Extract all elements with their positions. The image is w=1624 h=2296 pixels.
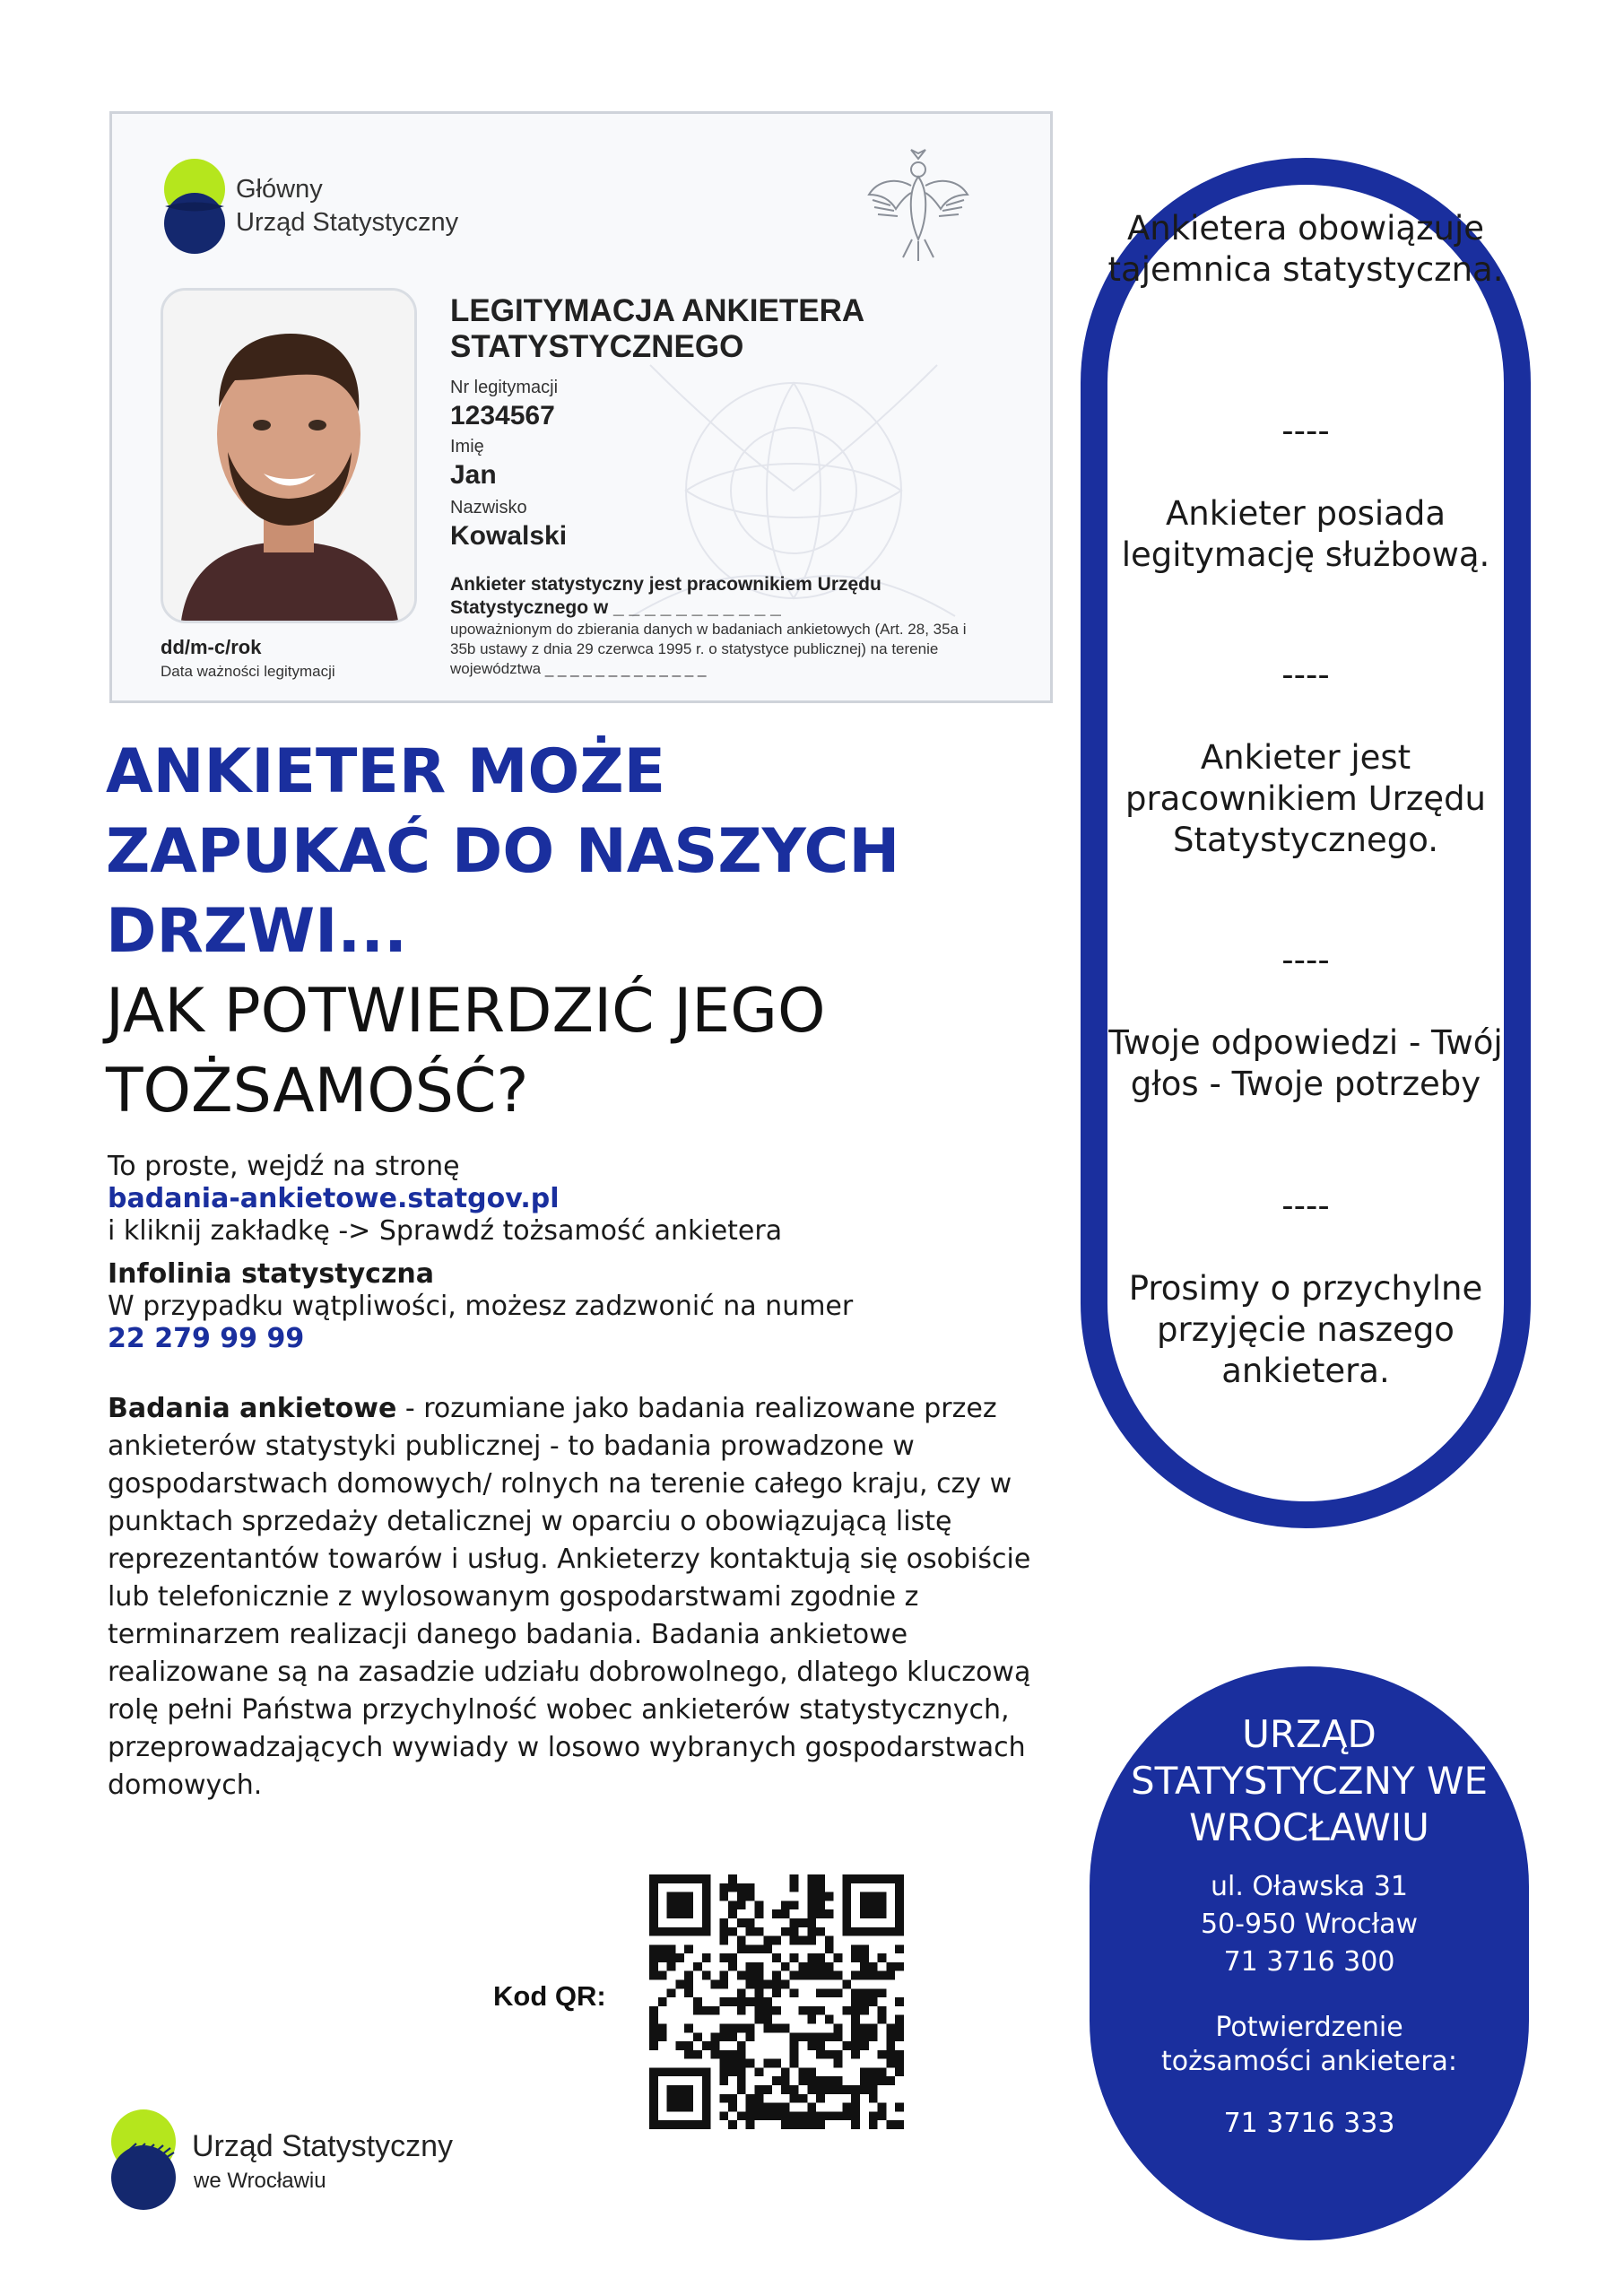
pill-id-card: Ankieter posiada legitymację służbową.	[1121, 494, 1490, 574]
hotline-number[interactable]: 22 279 99 99	[108, 1323, 305, 1354]
description-text: - rozumiane jako badania realizowane przez ankieterów statystyki publicznej - to badania prowadzone w gospodarstwach domowych/ rolnych na terenie całego kraju, czy w punktach sprzedaży detalicznej w oparciu o obowiązującą listę reprezentantów towarów i usług. Ankieterzy kontaktują się osobiście lub telefonicznie z wylosowanym gospodarstwami zgodnie z terminarzem realizacji danego badania. Badania ankietowe realizowane są na zasadzie udziału dobrowolnego, dlatego kluczową rolę pełni Państwa przychylność wobec ankieterów statystycznych, przeprowadzających wywiady w losowo wybranych gospodarstwach domowych.	[108, 1393, 1031, 1801]
id-photo	[161, 288, 417, 623]
pill-request: Prosimy o przychylne przyjęcie naszego ankietera.	[1128, 1269, 1483, 1390]
us-wroclaw-logo-icon	[109, 2108, 178, 2212]
card-name-value: Jan	[450, 460, 497, 490]
qr-code-icon[interactable]	[649, 1874, 904, 2129]
card-title: LEGITYMACJA ANKIETERA STATYSTYCZNEGO	[450, 293, 864, 364]
office-box	[1090, 1666, 1529, 2240]
id-card	[109, 111, 1053, 703]
qr-label: Kod QR:	[493, 1980, 606, 2012]
office-phone[interactable]: 71 3716 300	[1223, 1946, 1395, 1978]
hotline-info	[108, 1258, 1049, 1355]
website-intro: To proste, wejdź na stronę	[108, 1151, 460, 1182]
website-instruction: i kliknij zakładkę -> Sprawdź tożsamość ankietera	[108, 1215, 783, 1247]
hotline-text: W przypadku wątpliwości, możesz zadzwonić na numer	[108, 1291, 854, 1322]
card-expiry-value: dd/m-c/rok	[161, 636, 262, 658]
person-photo-icon	[163, 291, 414, 621]
gus-logo-icon	[162, 157, 227, 256]
card-surname-label: Nazwisko	[450, 498, 527, 517]
headline-blue: ANKIETER MOŻE ZAPUKAĆ DO NASZYCH DRZWI...	[106, 736, 900, 967]
pill-separator: ----	[1281, 656, 1330, 694]
card-surname-value: Kowalski	[450, 521, 568, 551]
pill-separator: ----	[1281, 1187, 1330, 1225]
card-expiry-label: Data ważności legitymacji	[161, 663, 335, 680]
website-info	[108, 1151, 1049, 1248]
description-term: Badania ankietowe	[108, 1393, 397, 1424]
logo-subtitle: we Wrocławiu	[194, 2169, 326, 2193]
card-name-label: Imię	[450, 437, 484, 457]
pill-employee: Ankieter jest pracownikiem Urzędu Statystycznego.	[1125, 738, 1487, 859]
card-nr-label: Nr legitymacji	[450, 378, 559, 397]
card-nr-value: 1234567	[450, 401, 555, 430]
confirm-label: Potwierdzenie tożsamości ankietera:	[1160, 2012, 1458, 2077]
website-link[interactable]: badania-ankietowe.statgov.pl	[108, 1183, 560, 1214]
office-name: URZĄD STATYSTYCZNY WE WROCŁAWIU	[1130, 1712, 1489, 1849]
confirm-phone[interactable]: 71 3716 333	[1223, 2108, 1395, 2139]
office-street: ul. Oławska 31	[1210, 1871, 1409, 1902]
office-city: 50-950 Wrocław	[1200, 1909, 1419, 1940]
pill-confidentiality: Ankietera obowiązuje tajemnica statystyczna.	[1107, 209, 1504, 289]
pill-separator: ----	[1281, 412, 1330, 450]
eagle-emblem-icon	[864, 141, 973, 266]
pill-your-answers: Twoje odpowiedzi - Twój głos - Twoje potrzeby	[1108, 1023, 1503, 1103]
headline-question: JAK POTWIERDZIĆ JEGO TOŻSAMOŚĆ?	[106, 976, 826, 1126]
card-org-name: Główny Urząd Statystyczny	[236, 175, 459, 237]
card-authorization-note: upoważnionym do zbierania danych w badaniach ankietowych (Art. 28, 35a i 35b ustawy z dnia 29 czerwca 1995 r. o statystyce publicznej) na terenie województwa _ _ _ _ _ _ _ _ _ _ _ _ _	[450, 621, 967, 677]
description-paragraph	[108, 1390, 1058, 1805]
hotline-title: Infolinia statystyczna	[108, 1258, 435, 1290]
card-employee-note: Ankieter statystyczny jest pracownikiem Urzędu Statystycznego w _ _ _ _ _ _ _ _ _ _ _	[450, 574, 881, 618]
pill-separator: ----	[1281, 941, 1330, 979]
logo-name: Urząd Statystyczny	[192, 2129, 453, 2163]
